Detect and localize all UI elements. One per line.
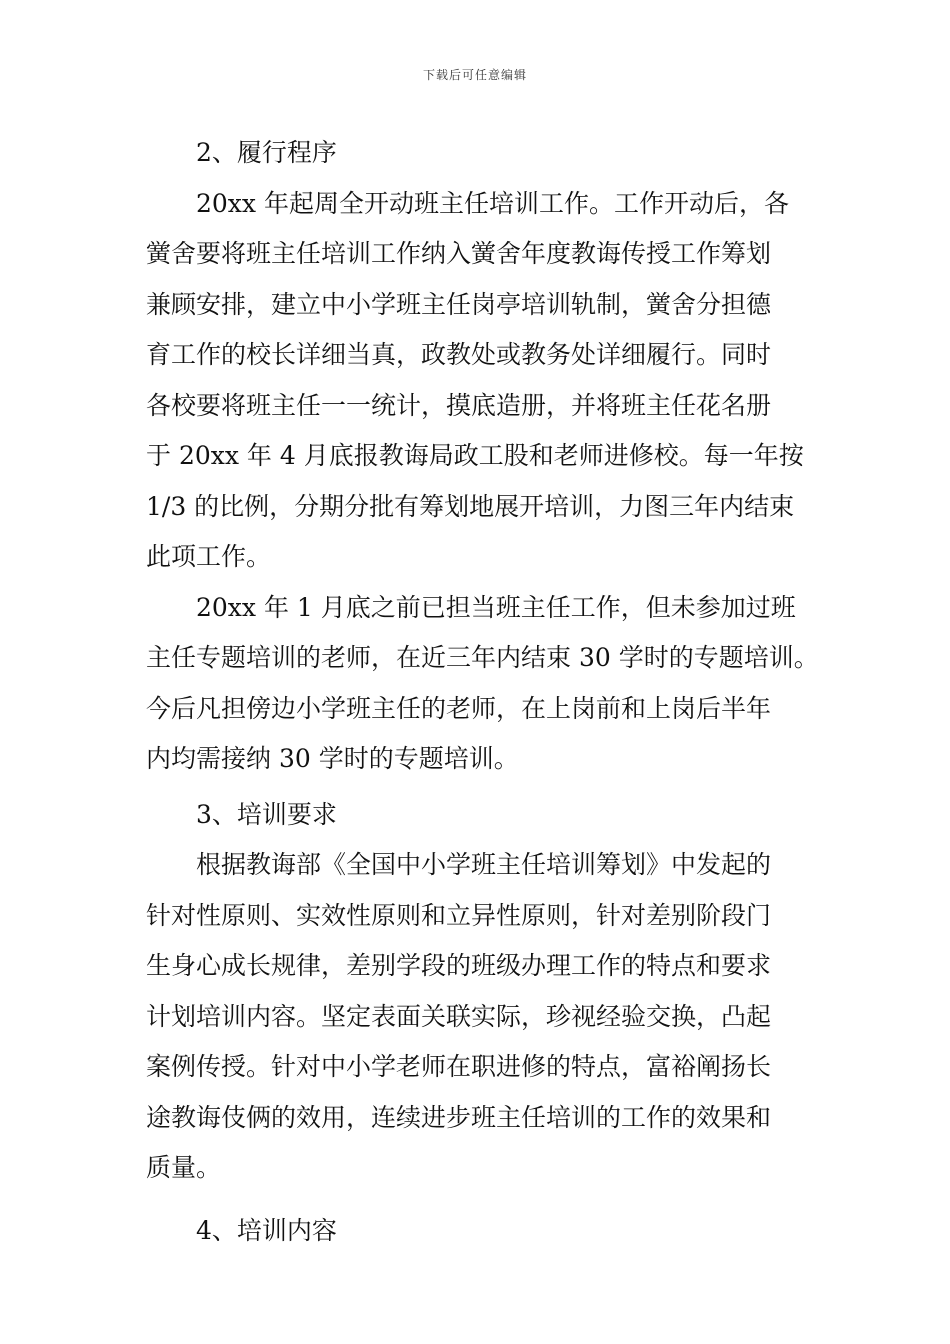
text-line: 主任专题培训的老师，在近三年内结束 30 学时的专题培训。 xyxy=(146,643,819,672)
text-line: 针对性原则、实效性原则和立异性原则，针对差别阶段门 xyxy=(146,900,772,930)
paragraph-requirements xyxy=(146,840,826,1194)
text-line: 质量。 xyxy=(146,1153,222,1182)
text-line: 案例传授。针对中小学老师在职进修的特点，富裕阐扬长 xyxy=(146,1052,772,1081)
heading-text: 2、履行程序 xyxy=(196,138,337,167)
heading-text: 4、培训内容 xyxy=(196,1215,337,1245)
text-line: 1/3 的比例，分期分批有筹划地展开培训，力图三年内结束 xyxy=(146,491,795,521)
section-heading-requirements xyxy=(146,790,826,841)
text-line: 于 20xx 年 4 月底报教诲局政工股和老师进修校。每一年按 xyxy=(146,441,804,470)
heading-text: 3、培训要求 xyxy=(196,799,337,829)
text-line: 生身心成长规律，差别学段的班级办理工作的特点和要求 xyxy=(146,951,772,980)
text-line: 20xx 年起周全开动班主任培训工作。工作开动后，各 xyxy=(196,188,789,218)
text-line: 此项工作。 xyxy=(146,542,272,571)
text-line: 20xx 年 1 月底之前已担当班主任工作，但未参加过班 xyxy=(196,592,796,622)
text-line: 黉舍要将班主任培训工作纳入黉舍年度教诲传授工作筹划 xyxy=(146,239,772,268)
text-line: 计划培训内容。坚定表面关联实际，珍视经验交换，凸起 xyxy=(146,1001,772,1031)
section-heading-content xyxy=(146,1206,826,1257)
text-line: 兼顾安排，建立中小学班主任岗亭培训轨制，黉舍分担德 xyxy=(146,289,772,319)
text-line: 内均需接纳 30 学时的专题培训。 xyxy=(146,744,519,773)
paragraph-procedure-1 xyxy=(146,179,826,583)
text-line: 今后凡担傍边小学班主任的老师，在上岗前和上岗后半年 xyxy=(146,693,772,723)
text-line: 根据教诲部《全国中小学班主任培训筹划》中发起的 xyxy=(196,850,772,879)
header-watermark: 下载后可任意编辑 xyxy=(422,68,527,82)
text-line: 途教诲伎俩的效用，连续进步班主任培训的工作的效果和 xyxy=(146,1102,772,1132)
section-heading-procedure xyxy=(146,128,826,179)
paragraph-procedure-2 xyxy=(146,583,826,785)
text-line: 各校要将班主任一一统计，摸底造册，并将班主任花名册 xyxy=(146,390,772,420)
text-line: 育工作的校长详细当真，政教处或教务处详细履行。同时 xyxy=(146,340,772,369)
document-body xyxy=(146,128,826,1256)
